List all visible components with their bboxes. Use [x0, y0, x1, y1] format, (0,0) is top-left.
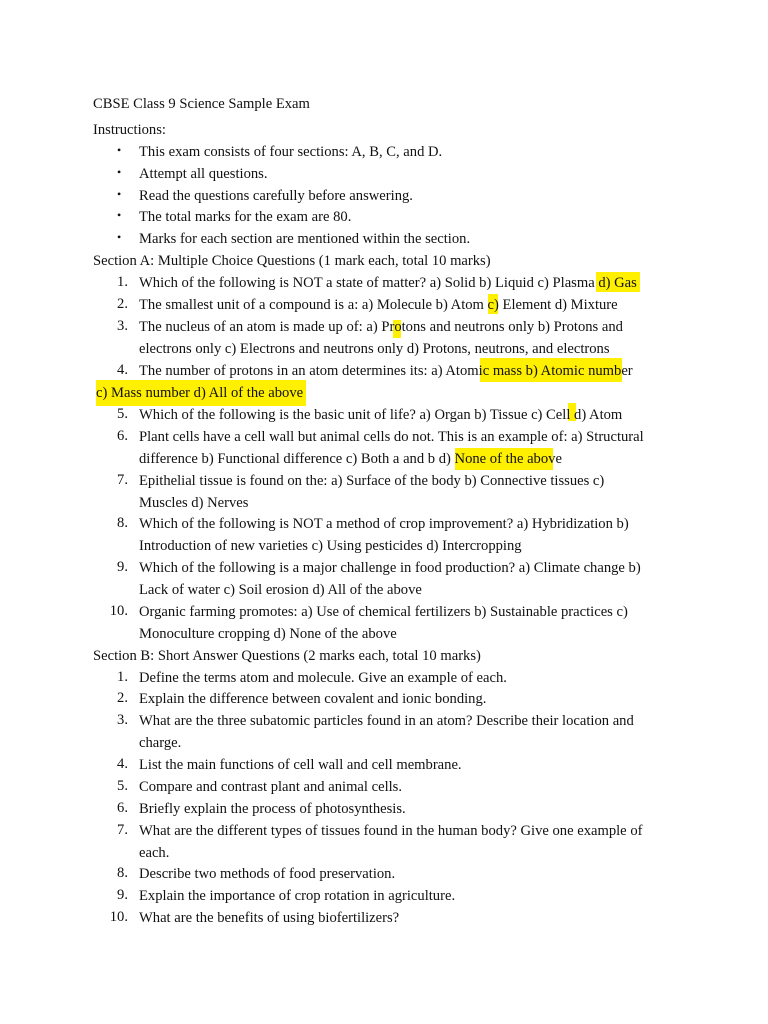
question-number: 4.	[117, 362, 128, 378]
question-number: 2.	[117, 690, 128, 706]
question-number: 3.	[117, 712, 128, 728]
question-line: Which of the following is the basic unit of life? a) Organ b) Tissue c) Cell d) Atom	[139, 407, 623, 423]
question-line: Explain the difference between covalent and ionic bonding.	[139, 691, 487, 707]
question-line: difference b) Functional difference c) Both a and b d) None of the above	[139, 451, 562, 467]
question-line: The smallest unit of a compound is a: a) Molecule b) Atom c) Element d) Mixture	[139, 297, 618, 313]
bullet-marker: •	[117, 187, 122, 201]
question-number: 1.	[117, 274, 128, 290]
bullet-marker: •	[117, 230, 122, 244]
question-line: Compare and contrast plant and animal cells.	[139, 779, 403, 795]
question-number: 6.	[117, 428, 128, 444]
question-number: 5.	[117, 406, 128, 422]
question-number: 9.	[117, 887, 128, 903]
instruction-item: Read the questions carefully before answering.	[139, 188, 413, 204]
question-line: Muscles d) Nerves	[139, 495, 249, 511]
question-line: charge.	[139, 735, 182, 751]
section-b-heading: Section B: Short Answer Questions (2 marks each, total 10 marks)	[93, 648, 481, 664]
question-line: Explain the importance of crop rotation in agriculture.	[139, 888, 456, 904]
question-number: 1.	[117, 669, 128, 685]
question-line: Which of the following is NOT a state of matter? a) Solid b) Liquid c) Plasma d) Gas	[139, 275, 637, 291]
document-title: CBSE Class 9 Science Sample Exam	[93, 96, 310, 112]
bullet-marker: •	[117, 143, 122, 157]
question-line: Which of the following is NOT a method of crop improvement? a) Hybridization b)	[139, 516, 629, 532]
instruction-item: Marks for each section are mentioned within the section.	[139, 231, 471, 247]
bullet-marker: •	[117, 208, 122, 222]
question-line: Introduction of new varieties c) Using pesticides d) Intercropping	[139, 538, 522, 554]
question-number: 2.	[117, 296, 128, 312]
instruction-item: Attempt all questions.	[139, 166, 268, 182]
bullet-marker: •	[117, 165, 122, 179]
question-line: Monoculture cropping d) None of the above	[139, 626, 397, 642]
section-a-heading: Section A: Multiple Choice Questions (1 mark each, total 10 marks)	[93, 253, 491, 269]
question-line: Define the terms atom and molecule. Give an example of each.	[139, 670, 507, 686]
question-line: Lack of water c) Soil erosion d) All of the above	[139, 582, 422, 598]
question-line: Plant cells have a cell wall but animal cells do not. This is an example of: a) Structural	[139, 429, 644, 445]
question-number: 5.	[117, 778, 128, 794]
question-line: Epithelial tissue is found on the: a) Surface of the body b) Connective tissues c)	[139, 473, 605, 489]
question-line: Briefly explain the process of photosynthesis.	[139, 801, 406, 817]
question-line: Which of the following is a major challenge in food production? a) Climate change b)	[139, 560, 641, 576]
question-number: 10.	[109, 603, 128, 619]
question-line: Describe two methods of food preservation.	[139, 866, 396, 882]
question-number: 8.	[117, 865, 128, 881]
question-number: 4.	[117, 756, 128, 772]
instruction-item: This exam consists of four sections: A, B, C, and D.	[139, 144, 443, 160]
question-line: List the main functions of cell wall and cell membrane.	[139, 757, 462, 773]
question-line: What are the different types of tissues found in the human body? Give one example of	[139, 823, 643, 839]
instructions-heading: Instructions:	[93, 122, 166, 138]
question-number: 10.	[109, 909, 128, 925]
question-number: 7.	[117, 822, 128, 838]
instruction-item: The total marks for the exam are 80.	[139, 209, 352, 225]
question-number: 7.	[117, 472, 128, 488]
question-line: each.	[139, 845, 170, 861]
question-number: 3.	[117, 318, 128, 334]
question-line: Organic farming promotes: a) Use of chemical fertilizers b) Sustainable practices c)	[139, 604, 628, 620]
question-line: What are the three subatomic particles found in an atom? Describe their location and	[139, 713, 634, 729]
question-line: electrons only c) Electrons and neutrons only d) Protons, neutrons, and electrons	[139, 341, 610, 357]
question-line: The number of protons in an atom determines its: a) Atomic mass b) Atomic number	[139, 363, 633, 379]
question-number: 8.	[117, 515, 128, 531]
question-line: The nucleus of an atom is made up of: a) Protons and neutrons only b) Protons and	[139, 319, 623, 335]
question-number: 9.	[117, 559, 128, 575]
question-number: 6.	[117, 800, 128, 816]
question-line: c) Mass number d) All of the above	[96, 385, 304, 401]
question-line: What are the benefits of using biofertilizers?	[139, 910, 400, 926]
